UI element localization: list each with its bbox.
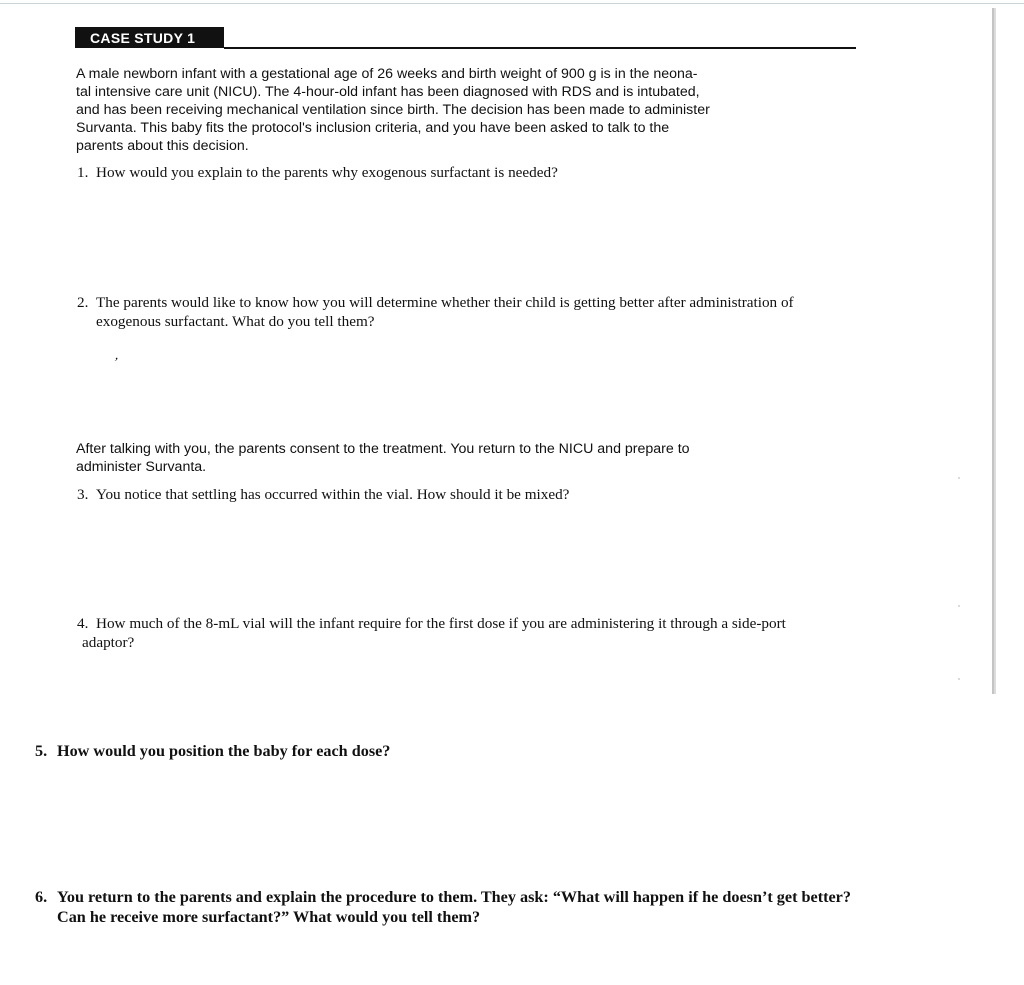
question-3 xyxy=(77,485,877,504)
question-text: You notice that settling has occurred within the vial. How should it be mixed? xyxy=(96,486,570,503)
stray-mark: , xyxy=(114,347,122,362)
question-number: 1. xyxy=(77,164,89,181)
question-text: Can he receive more surfactant?” What would you tell them? xyxy=(57,908,481,926)
followup-line: administer Survanta. xyxy=(76,459,207,475)
question-2 xyxy=(77,293,877,331)
question-1 xyxy=(77,163,877,182)
question-number: 3. xyxy=(77,486,89,503)
question-number: 2. xyxy=(77,294,89,311)
followup-line: After talking with you, the parents consent to the treatment. You return to the NICU and prepare to xyxy=(76,441,690,457)
intro-line: parents about this decision. xyxy=(76,138,249,154)
question-text: How would you position the baby for each dose? xyxy=(57,742,391,760)
question-number: 5. xyxy=(35,742,48,760)
question-text: How much of the 8-mL vial will the infant require for the first dose if you are administering it through a side-port xyxy=(96,615,786,632)
question-number: 6. xyxy=(35,888,48,906)
scan-speck xyxy=(958,605,960,607)
case-study-title: CASE STUDY 1 xyxy=(75,27,224,48)
header-rule xyxy=(224,47,856,49)
scan-speck xyxy=(958,477,960,479)
question-5 xyxy=(35,741,835,761)
question-text: The parents would like to know how you will determine whether their child is getting better after administration of xyxy=(96,294,794,311)
intro-line: Survanta. This baby fits the protocol's inclusion criteria, and you have been asked to talk to the xyxy=(76,120,670,136)
question-text: adaptor? xyxy=(82,634,135,651)
intro-line: and has been receiving mechanical ventilation since birth. The decision has been made to administer xyxy=(76,102,710,118)
intro-line: tal intensive care unit (NICU). The 4-hour-old infant has been diagnosed with RDS and is intubated, xyxy=(76,84,700,100)
question-text: You return to the parents and explain the procedure to them. They ask: “What will happen if he doesn’t get better? xyxy=(57,888,851,906)
question-6 xyxy=(35,887,935,927)
intro-line: A male newborn infant with a gestational age of 26 weeks and birth weight of 900 g is in the neona- xyxy=(76,66,698,82)
question-4 xyxy=(77,614,887,652)
scan-speck xyxy=(958,678,960,680)
question-text: exogenous surfactant. What do you tell them? xyxy=(96,313,375,330)
case-study-header xyxy=(75,27,856,49)
question-text: How would you explain to the parents why exogenous surfactant is needed? xyxy=(96,164,558,181)
case-intro xyxy=(76,65,776,155)
scrollbar-thumb[interactable] xyxy=(992,8,994,694)
page-top-border xyxy=(0,3,1024,4)
case-followup xyxy=(76,440,776,476)
question-number: 4. xyxy=(77,615,89,632)
